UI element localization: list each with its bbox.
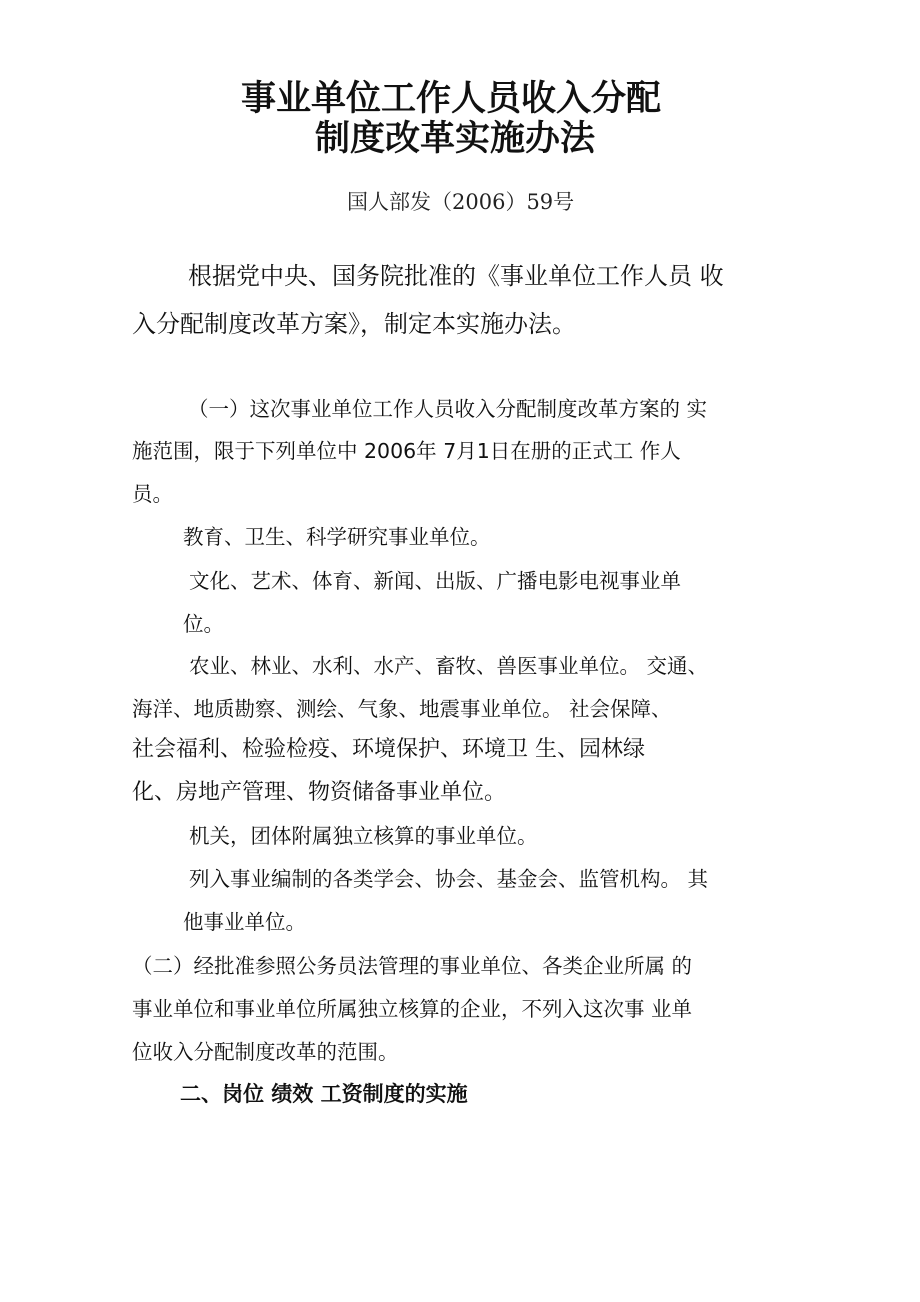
unit-list-line-9: 列入事业编制的各类学会、协会、基金会、监管机构。 其	[189, 867, 709, 891]
document-title-line-2: 制度改革实施办法	[315, 119, 596, 159]
intro-line-2: 入分配制度改革方案》，制定本实施办法。	[132, 310, 576, 338]
document-number: 国人部发（2006）59号	[347, 190, 575, 214]
unit-list-line-2: 文化、艺术、体育、新闻、出版、广播电影电视事业单	[189, 569, 681, 593]
document-title-line-1: 事业单位工作人员收入分配	[241, 79, 662, 119]
unit-list-line-10: 他事业单位。	[183, 910, 306, 934]
section-2-line-3: 位收入分配制度改革的范围。	[132, 1040, 399, 1064]
section-2-line-1: （二）经批准参照公务员法管理的事业单位、各类企业所属 的	[132, 954, 693, 978]
unit-list-line-1: 教育、卫生、科学研究事业单位。	[183, 525, 491, 549]
section-1-line-3: 员。	[132, 482, 173, 506]
unit-list-line-4: 农业、林业、水利、水产、畜牧、兽医事业单位。 交通、	[189, 654, 709, 678]
unit-list-line-3: 位。	[183, 612, 224, 636]
unit-list-line-8: 机关，团体附属独立核算的事业单位。	[189, 824, 538, 848]
section-1-line-1: （一）这次事业单位工作人员收入分配制度改革方案的 实	[188, 397, 708, 421]
unit-list-line-7: 化、房地产管理、物资储备事业单位。	[132, 780, 507, 805]
section-2-line-2: 事业单位和事业单位所属独立核算的企业，不列入这次事 业单	[132, 997, 693, 1021]
unit-list-line-6: 社会福利、检验检疫、环境保护、环境卫 生、园林绿	[132, 737, 645, 762]
intro-line-1: 根据党中央、国务院批准的《事业单位工作人员 收	[188, 262, 724, 290]
section-1-line-2: 施范围，限于下列单位中 2006年 7月1日在册的正式工 作人	[132, 439, 681, 463]
unit-list-line-5: 海洋、地质勘察、测绘、气象、地震事业单位。 社会保障、	[132, 697, 672, 721]
section-heading-2: 二、岗位 绩效 工资制度的实施	[180, 1082, 468, 1106]
